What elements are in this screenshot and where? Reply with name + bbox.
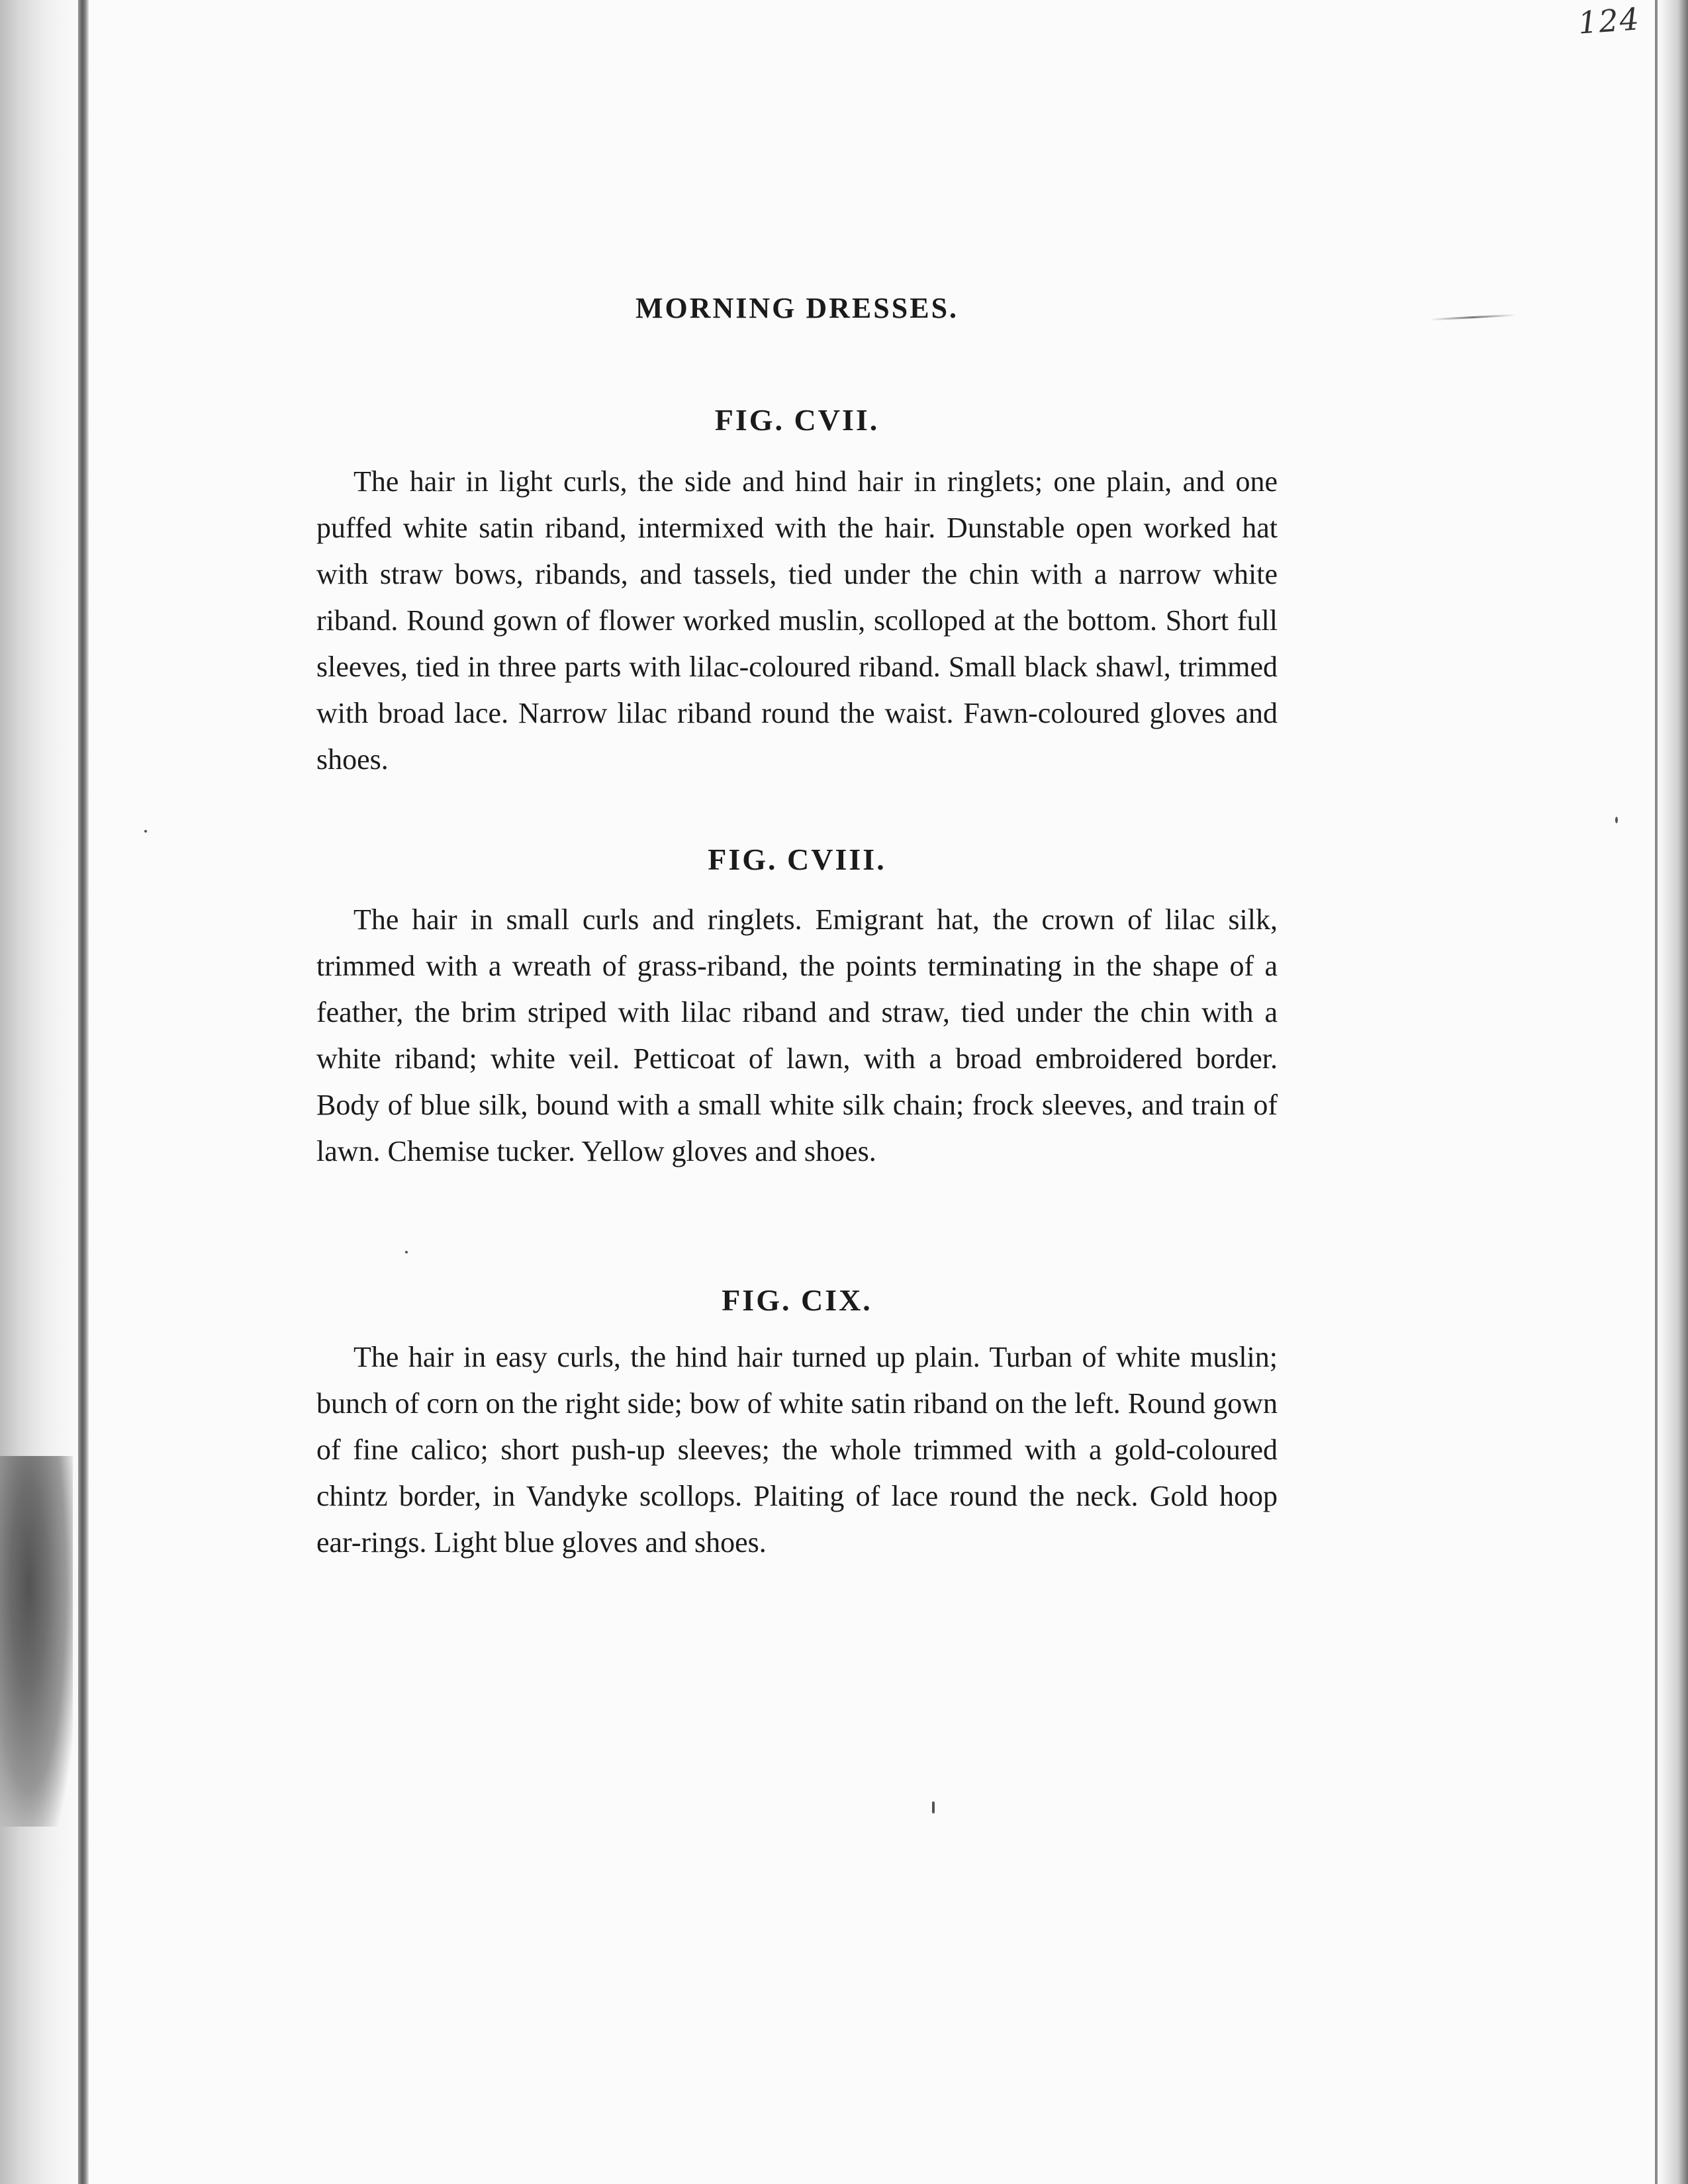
stray-pen-mark <box>1430 314 1516 321</box>
right-edge-line <box>1655 0 1658 2184</box>
dust-speck <box>144 830 147 833</box>
ink-stain <box>0 1456 73 1827</box>
dust-speck <box>405 1251 408 1253</box>
figure-heading: FIG. CIX. <box>722 1283 872 1317</box>
dust-speck <box>932 1801 935 1813</box>
binding-edge <box>78 0 89 2184</box>
figure-description: The hair in light curls, the side and hind hair in ringlets; one plain, and one puffed white satin riband, intermixed with the hair. Dunstable open worked hat with straw bows, ribands, and tassels, tied under the chin with a narrow white riband. Round gown of flower worked muslin, scolloped at the bottom. Short full sleeves, tied in three parts with lilac-coloured riband. Small black shawl, trimmed with broad lace. Narrow lilac riband round the waist. Fawn-coloured gloves and shoes. <box>316 465 1278 776</box>
dust-speck <box>1615 817 1618 823</box>
figure-description: The hair in easy curls, the hind hair turned up plain. Turban of white muslin; bunch of corn on the right side; bow of white satin riband on the left. Round gown of fine calico; short push-up sleeves; the whole trimmed with a gold-coloured chintz border, in Vandyke scollops. Plaiting of lace round the neck. Gold hoop ear-rings. Light blue gloves and shoes. <box>316 1341 1278 1559</box>
page-number: 124 <box>1577 1 1642 41</box>
right-page-edge <box>1655 0 1688 2184</box>
figure-heading: FIG. CVII. <box>714 403 880 437</box>
figure-heading: FIG. CVIII. <box>708 842 886 876</box>
figure-description: The hair in small curls and ringlets. Emigrant hat, the crown of lilac silk, trimmed with a wreath of grass-riband, the points terminating in the shape of a feather, the brim striped with lilac riband and straw, tied under the chin with a white riband; white veil. Petticoat of lawn, with a broad embroidered border. Body of blue silk, bound with a small white silk chain; frock sleeves, and train of lawn. Chemise tucker. Yellow gloves and shoes. <box>316 903 1278 1167</box>
page-title: MORNING DRESSES. <box>635 292 959 324</box>
